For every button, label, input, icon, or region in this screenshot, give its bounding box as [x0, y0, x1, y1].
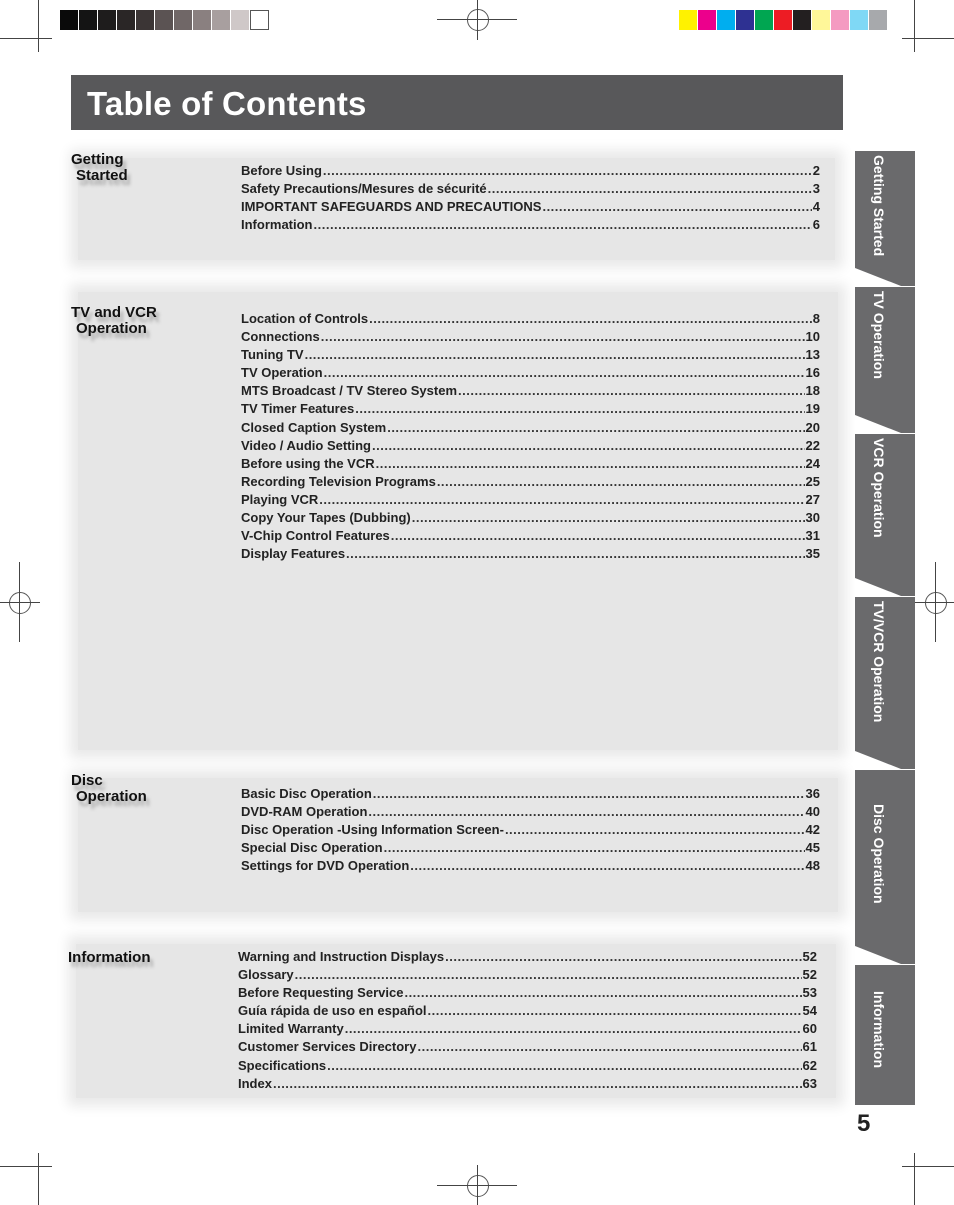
dot-leader — [437, 474, 805, 489]
toc-entry-title: Closed Caption System — [241, 419, 387, 435]
color-swatch — [717, 10, 736, 30]
color-swatch — [250, 10, 269, 30]
toc-entry[interactable] — [241, 329, 820, 347]
grayscale-color-bar — [60, 10, 269, 30]
color-swatch — [869, 10, 888, 30]
process-color-bar — [679, 10, 888, 30]
toc-entry[interactable] — [241, 858, 820, 876]
toc-entry[interactable] — [241, 822, 820, 840]
dot-leader — [372, 438, 805, 453]
toc-entry[interactable] — [238, 1021, 817, 1039]
toc-list-getting-started — [241, 163, 820, 235]
toc-entry[interactable] — [238, 1039, 817, 1057]
toc-entry-title: Before Using — [241, 163, 322, 178]
color-swatch — [155, 10, 174, 30]
toc-entry-page: 31 — [805, 528, 820, 544]
color-swatch — [736, 10, 755, 30]
toc-list-disc-operation — [241, 786, 820, 876]
toc-entry-title: Safety Precautions/Mesures de sécurité — [241, 181, 487, 197]
page-number: 5 — [857, 1110, 871, 1137]
dot-leader — [323, 163, 812, 178]
color-swatch — [793, 10, 812, 30]
toc-entry[interactable] — [241, 347, 820, 365]
toc-entry[interactable] — [241, 804, 820, 822]
toc-entry-title: V-Chip Control Features — [241, 528, 390, 544]
toc-entry-title: TV Operation — [241, 365, 323, 381]
toc-entry-page: 48 — [805, 858, 820, 874]
dot-leader — [346, 546, 804, 561]
page-title: Table of Contents — [87, 85, 367, 122]
dot-leader — [428, 1003, 802, 1018]
toc-entry-page: 13 — [805, 347, 820, 363]
dot-leader — [488, 181, 812, 196]
toc-entry-title: Customer Services Directory — [238, 1039, 417, 1055]
toc-entry-page: 61 — [802, 1039, 817, 1055]
toc-entry[interactable] — [241, 786, 820, 804]
side-tab-disc-operation[interactable]: Disc Operation — [855, 770, 915, 964]
toc-entry[interactable] — [241, 383, 820, 401]
toc-entry[interactable] — [241, 199, 820, 217]
toc-entry-page: 45 — [805, 840, 820, 856]
toc-entry-page: 8 — [812, 311, 820, 326]
toc-entry-title: Connections — [241, 329, 320, 345]
section-label-getting-started: Getting Started — [71, 151, 128, 184]
toc-entry-title: TV Timer Features — [241, 401, 355, 417]
dot-leader — [324, 365, 805, 380]
dot-leader — [305, 347, 805, 362]
color-swatch — [850, 10, 869, 30]
toc-entry[interactable] — [238, 1003, 817, 1021]
section-label-tv-vcr-operation: TV and VCR Operation — [71, 304, 157, 337]
dot-leader — [410, 858, 804, 873]
toc-entry-page: 27 — [805, 491, 820, 507]
dot-leader — [345, 1021, 802, 1036]
dot-leader — [387, 420, 804, 435]
title-bar — [71, 75, 843, 130]
toc-entry-title: Recording Television Programs — [241, 473, 436, 489]
toc-list-tv-vcr-operation — [241, 311, 820, 564]
color-swatch — [812, 10, 831, 30]
toc-entry-page: 30 — [805, 510, 820, 526]
dot-leader — [384, 840, 805, 855]
color-swatch — [698, 10, 717, 30]
dot-leader — [373, 786, 805, 801]
toc-entry[interactable] — [241, 217, 820, 235]
dot-leader — [542, 199, 811, 214]
color-swatch — [679, 10, 698, 30]
toc-entry-title: Video / Audio Setting — [241, 437, 371, 453]
toc-entry-page: 18 — [805, 383, 820, 399]
section-label-information: Information — [68, 949, 151, 966]
toc-entry-page: 22 — [805, 437, 820, 453]
toc-entry[interactable] — [241, 474, 820, 492]
toc-entry-title: Guía rápida de uso en español — [238, 1003, 427, 1019]
toc-entry[interactable] — [241, 456, 820, 474]
toc-entry-title: Display Features — [241, 546, 346, 562]
toc-entry-page: 52 — [802, 949, 817, 964]
toc-entry-title: Basic Disc Operation — [241, 786, 372, 801]
toc-entry-title: Playing VCR — [241, 491, 319, 507]
dot-leader — [505, 822, 805, 837]
toc-entry-page: 63 — [802, 1075, 817, 1091]
toc-entry-page: 40 — [805, 804, 820, 820]
toc-entry-title: Glossary — [238, 967, 294, 983]
toc-entry-page: 35 — [805, 546, 820, 562]
toc-entry-page: 24 — [805, 455, 820, 471]
dot-leader — [369, 311, 812, 326]
toc-entry-title: Special Disc Operation — [241, 840, 383, 856]
toc-entry[interactable] — [241, 163, 820, 181]
toc-entry[interactable] — [238, 949, 817, 967]
side-tab-tv-vcr-operation[interactable]: TV/VCR Operation — [855, 597, 915, 769]
toc-entry[interactable] — [241, 365, 820, 383]
color-swatch — [831, 10, 850, 30]
color-swatch — [79, 10, 98, 30]
toc-entry-title: Index — [238, 1075, 272, 1091]
toc-entry-title: IMPORTANT SAFEGUARDS AND PRECAUTIONS — [241, 199, 542, 215]
toc-entry[interactable] — [238, 1058, 817, 1076]
side-tab-information[interactable]: Information — [855, 965, 915, 1105]
color-swatch — [60, 10, 79, 30]
toc-entry-page: 6 — [812, 217, 820, 233]
toc-entry-title: Warning and Instruction Displays — [238, 949, 445, 964]
dot-leader — [458, 383, 805, 398]
toc-entry-page: 36 — [805, 786, 820, 801]
toc-entry[interactable] — [241, 528, 820, 546]
color-swatch — [774, 10, 793, 30]
dot-leader — [314, 217, 812, 232]
color-swatch — [136, 10, 155, 30]
color-swatch — [231, 10, 250, 30]
side-tab-vcr-operation[interactable]: VCR Operation — [855, 434, 915, 596]
toc-entry-title: Location of Controls — [241, 311, 369, 326]
toc-entry-title: MTS Broadcast / TV Stereo System — [241, 383, 458, 399]
color-swatch — [193, 10, 212, 30]
toc-entry[interactable] — [241, 840, 820, 858]
toc-entry-title: Specifications — [238, 1057, 327, 1073]
toc-entry-title: Tuning TV — [241, 347, 304, 363]
toc-entry-page: 4 — [812, 199, 820, 215]
dot-leader — [321, 329, 805, 344]
toc-entry[interactable] — [238, 985, 817, 1003]
color-swatch — [212, 10, 231, 30]
toc-entry-title: Before Requesting Service — [238, 985, 404, 1001]
dot-leader — [368, 804, 804, 819]
toc-entry[interactable] — [241, 311, 820, 329]
toc-list-information — [238, 949, 817, 1094]
dot-leader — [327, 1058, 801, 1073]
side-tab-getting-started[interactable]: Getting Started — [855, 151, 915, 286]
toc-entry[interactable] — [241, 546, 820, 564]
color-swatch — [117, 10, 136, 30]
dot-leader — [417, 1039, 801, 1054]
toc-entry-title: Disc Operation -Using Information Screen- — [241, 822, 504, 838]
toc-entry-page: 54 — [802, 1003, 817, 1019]
toc-entry-page: 3 — [812, 181, 820, 197]
side-tab-tv-operation[interactable]: TV Operation — [855, 287, 915, 433]
dot-leader — [295, 967, 802, 982]
color-swatch — [174, 10, 193, 30]
toc-entry[interactable] — [241, 510, 820, 528]
dot-leader — [273, 1076, 802, 1091]
toc-entry-page: 62 — [802, 1057, 817, 1073]
section-label-disc-operation: Disc Operation — [71, 772, 147, 805]
toc-entry[interactable] — [238, 967, 817, 985]
toc-entry-page: 25 — [805, 473, 820, 489]
toc-entry-page: 19 — [805, 401, 820, 417]
toc-entry[interactable] — [238, 1076, 817, 1094]
color-swatch — [98, 10, 117, 30]
toc-entry-page: 16 — [805, 365, 820, 381]
toc-entry-page: 53 — [802, 985, 817, 1001]
toc-entry[interactable] — [241, 420, 820, 438]
toc-entry[interactable] — [241, 401, 820, 419]
toc-entry-page: 42 — [805, 822, 820, 838]
dot-leader — [319, 492, 804, 507]
toc-entry-title: Limited Warranty — [238, 1021, 344, 1037]
toc-entry[interactable] — [241, 181, 820, 199]
toc-entry-title: Copy Your Tapes (Dubbing) — [241, 510, 411, 526]
dot-leader — [355, 401, 804, 416]
toc-entry-title: Information — [241, 217, 313, 233]
dot-leader — [445, 949, 801, 964]
toc-entry[interactable] — [241, 492, 820, 510]
dot-leader — [376, 456, 805, 471]
toc-entry-page: 60 — [802, 1021, 817, 1037]
toc-entry-page: 2 — [812, 163, 820, 178]
toc-entry-title: DVD-RAM Operation — [241, 804, 368, 820]
dot-leader — [404, 985, 801, 1000]
dot-leader — [412, 510, 805, 525]
dot-leader — [391, 528, 805, 543]
toc-entry-page: 52 — [802, 967, 817, 983]
toc-entry-title: Before using the VCR — [241, 455, 375, 471]
toc-entry-title: Settings for DVD Operation — [241, 858, 410, 874]
color-swatch — [755, 10, 774, 30]
toc-entry-page: 10 — [805, 329, 820, 345]
toc-entry[interactable] — [241, 438, 820, 456]
toc-entry-page: 20 — [805, 419, 820, 435]
